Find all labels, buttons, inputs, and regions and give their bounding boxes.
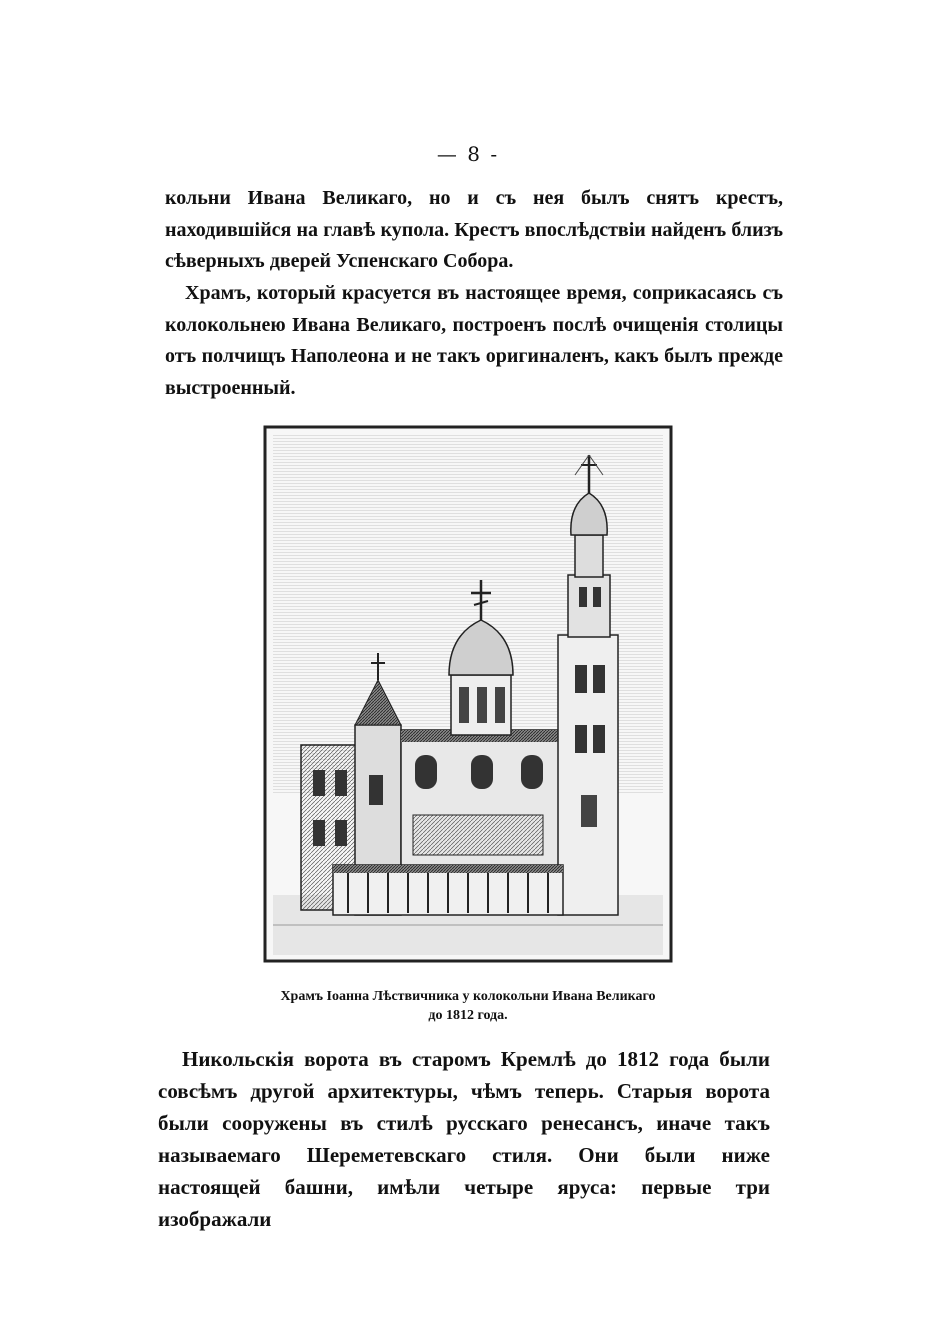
illustration-church-engraving [263, 425, 673, 963]
paragraph-1: кольни Ивана Великаго, но и съ нея былъ снятъ крестъ, находившійся на главѣ купола. Крестъ впослѣдствіи найденъ близъ сѣверныхъ дверей Успенскаго Собора. [165, 187, 783, 272]
caption-line-1: Храмъ Іоанна Лѣствичника у колокольни Ивана Великаго [280, 989, 656, 1004]
page-number: — 8 - [436, 142, 500, 166]
caption-line-2: до 1812 года. [428, 1008, 508, 1023]
paragraph-3: Никольскія ворота въ старомъ Кремлѣ до 1812 года были совсѣмъ другой архитектуры, чѣмъ теперь. Старыя ворота были сооружены въ стилѣ русскаго ренесансъ, иначе такъ называемаго Шереметевскаго стиля. Они были ниже настоящей башни, имѣли четыре яруса: первые три изображали [158, 1047, 770, 1231]
paragraph-2: Храмъ, который красуется въ настоящее время, соприкасаясь съ колокольнею Ивана Великаго, построенъ послѣ очищенія столицы отъ полчищъ Наполеона и не такъ оригиналенъ, какъ былъ прежде выстроенный. [165, 282, 783, 399]
figure-caption [200, 987, 736, 1025]
